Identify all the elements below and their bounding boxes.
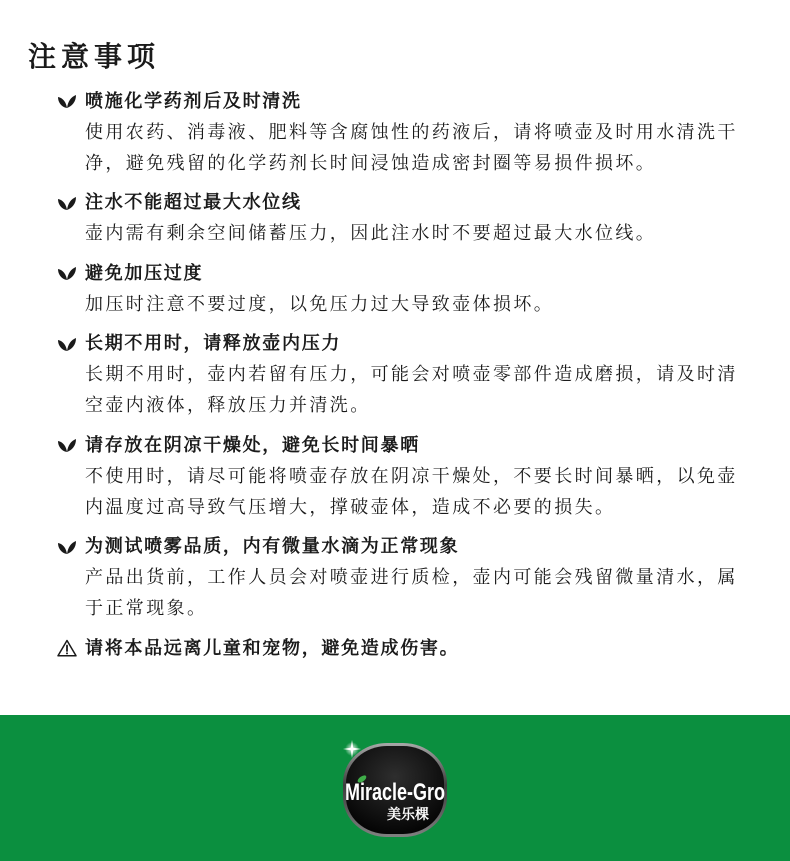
brand-logo (335, 739, 455, 839)
notice-heading: 注水不能超过最大水位线 (85, 192, 302, 213)
leaf-icon (57, 335, 77, 353)
notice-item (57, 531, 757, 624)
notice-body: 加压时注意不要过度，以免压力过大导致壶体损坏。 (85, 293, 555, 315)
notice-heading-row (57, 86, 757, 117)
brand-name-cn: 美乐棵 (387, 807, 429, 823)
notice-heading-row (57, 430, 757, 461)
notice-heading-row (57, 531, 757, 562)
page-title: 注意事项 (28, 40, 161, 73)
notice-heading-row (57, 187, 757, 218)
warning-text: 请将本品远离儿童和宠物，避免造成伤害。 (85, 637, 460, 659)
notice-item (57, 430, 757, 523)
warning-triangle-icon (57, 639, 77, 657)
notice-body: 使用农药、消毒液、肥料等含腐蚀性的药液后，请将喷壶及时用水清洗干净，避免残留的化学药剂长时间浸蚀造成密封圈等易损件损坏。 (85, 121, 738, 174)
notice-body: 产品出货前，工作人员会对喷壶进行质检，壶内可能会残留微量清水，属于正常现象。 (85, 567, 738, 619)
notice-heading: 为测试喷雾品质，内有微量水滴为正常现象 (85, 536, 460, 557)
leaf-icon (57, 538, 77, 556)
notice-item (57, 86, 757, 179)
notice-item (57, 328, 757, 421)
leaf-icon (57, 264, 77, 282)
notice-item (57, 258, 757, 320)
leaf-icon (57, 436, 77, 454)
warning-notice (57, 633, 757, 664)
notice-heading: 喷施化学药剂后及时清洗 (85, 90, 302, 112)
warning-row (57, 633, 757, 664)
leaf-icon (57, 194, 77, 212)
notice-item (57, 187, 757, 249)
notice-heading: 请存放在阴凉干燥处，避免长时间暴晒 (85, 434, 420, 456)
notice-heading: 避免加压过度 (85, 262, 204, 284)
notice-body: 不使用时，请尽可能将喷壶存放在阴凉干燥处，不要长时间暴晒，以免壶内温度过高导致气压增大，撑破壶体，造成不必要的损失。 (85, 465, 738, 518)
brand-name: Miracle-Gro (345, 779, 445, 806)
notice-body: 壶内需有剩余空间储蓄压力，因此注水时不要超过最大水位线。 (85, 223, 657, 244)
notice-list (57, 86, 757, 664)
notice-heading-row (57, 328, 757, 359)
notice-body: 长期不用时，壶内若留有压力，可能会对喷壶零部件造成磨损，请及时清空壶内液体，释放压力并清洗。 (85, 364, 738, 416)
leaf-icon (57, 92, 77, 110)
notice-heading: 长期不用时，请释放壶内压力 (85, 333, 342, 354)
notice-heading-row (57, 258, 757, 289)
